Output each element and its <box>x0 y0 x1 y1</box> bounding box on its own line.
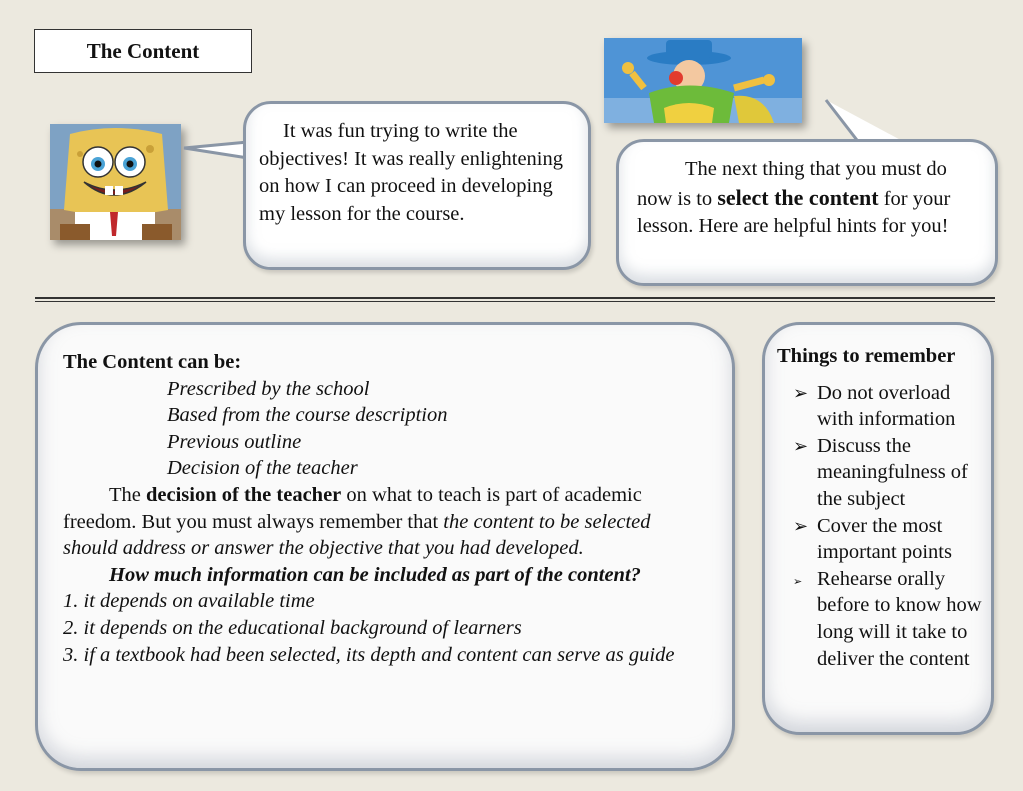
paragraph-start: The <box>109 483 141 506</box>
sponge-character-photo <box>50 124 181 240</box>
arrow-bullet-icon: ➢ <box>793 575 803 588</box>
content-item: Prescribed by the school <box>167 377 370 400</box>
clown-character-photo <box>604 38 802 123</box>
arrow-bullet-icon: ➢ <box>793 515 809 536</box>
content-item: Previous outline <box>167 430 302 453</box>
reminders-list <box>777 380 991 673</box>
reminder-text: Cover the most important points <box>817 514 952 564</box>
reminder-text: Do not overload with information <box>817 381 956 431</box>
bubble-tail-left <box>180 134 250 194</box>
reminder-item <box>793 380 991 433</box>
answer-item: 1. it depends on available time <box>63 590 315 613</box>
arrow-bullet-icon: ➢ <box>793 435 809 456</box>
content-panel <box>35 322 735 771</box>
bubble-right-text-end: for your lesson. Here are helpful hints for you! <box>637 187 951 237</box>
reminder-item <box>793 566 991 672</box>
reminder-text: Discuss the meaningfulness of the subject <box>817 434 968 510</box>
content-paragraph <box>63 482 706 562</box>
reminders-panel <box>762 322 994 735</box>
page-title: The Content <box>34 29 252 73</box>
bubble-left-text: It was fun trying to write the objectives! It was really enlightening on how I can proceed in developing my lesson for the course. <box>259 120 563 225</box>
paragraph-emphasis: decision of the teacher <box>146 483 342 506</box>
paragraph-italic: the content to be selected should address or answer the objective that you had developed. <box>63 510 651 560</box>
content-item: Based from the course description <box>167 404 448 427</box>
reminders-heading: Things to remember <box>777 345 956 367</box>
content-item: Decision of the teacher <box>167 457 358 480</box>
bubble-right-text <box>637 156 985 241</box>
content-heading: The Content can be: <box>63 351 242 373</box>
speech-bubble-left-body <box>243 101 591 270</box>
divider-line-top <box>35 297 995 299</box>
reminder-item <box>793 513 991 566</box>
answer-item: 3. if a textbook had been selected, its depth and content can serve as guide <box>63 643 675 666</box>
reminder-item <box>793 433 991 513</box>
paragraph-middle: on what to teach is part of academic freedom. But you must always remember that <box>63 483 642 533</box>
speech-bubble-right-body <box>616 139 998 286</box>
answer-item: 2. it depends on the educational background of learners <box>63 616 522 639</box>
bubble-right-text-start: The next thing that you must do now is to <box>637 158 947 210</box>
arrow-bullet-icon: ➢ <box>793 382 809 403</box>
content-question: How much information can be included as part of the content? <box>109 563 641 586</box>
divider-line-bottom <box>35 301 995 302</box>
reminder-text: Rehearse orally before to know how long will it take to deliver the content <box>817 567 982 670</box>
bubble-right-emphasis: select the content <box>717 184 879 210</box>
